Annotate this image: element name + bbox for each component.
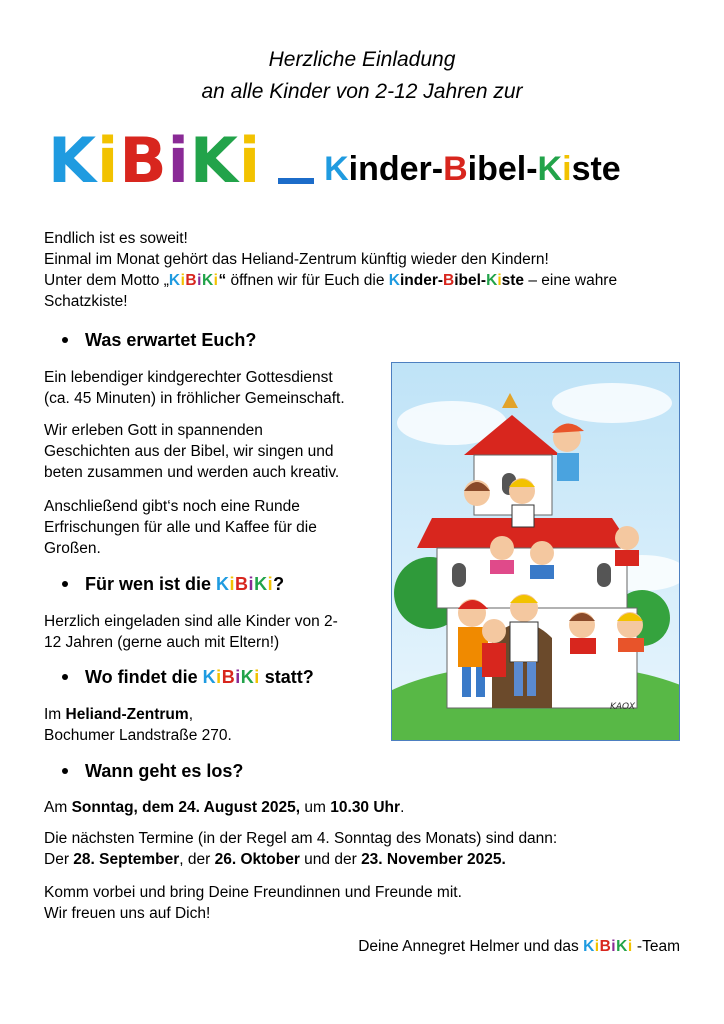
artist-signature: KAOX — [610, 702, 636, 712]
expect-text: Ein lebendiger kindgerechter Gottesdienst — [44, 369, 333, 386]
kinder-bibel-kiste-title — [324, 144, 621, 194]
text-fragment: – eine wahre — [524, 272, 618, 289]
church-children-illustration — [391, 362, 680, 741]
paragraph-line: Schatzkiste! — [44, 293, 128, 310]
bullet-icon — [62, 674, 68, 680]
intro-line-2: an alle Kinder von 2-12 Jahren zur — [201, 80, 523, 103]
subtitle-text: inder- — [348, 150, 444, 188]
intro-line-1: Herzliche Einladung — [268, 48, 456, 71]
expect-text: (ca. 45 Minuten) in fröhlicher Gemeinschaft. — [44, 390, 345, 407]
text-fragment: öffnen wir für Euch die — [226, 272, 389, 289]
next-dates-intro: Die nächsten Termine (in der Regel am 4. Sonntag des Monats) sind dann: — [44, 830, 558, 847]
paragraph-line-motto — [44, 270, 617, 291]
section-heading-where: Wo findet die KiBiKi statt? — [62, 667, 314, 688]
logo-letter: i — [167, 124, 190, 197]
who-text: 12 Jahren (gerne auch mit Eltern!) — [44, 634, 280, 651]
bullet-icon — [62, 581, 68, 587]
next-dates-line: Der 28. September, der 26. Oktober und der 23. November 2025. — [44, 851, 506, 868]
subtitle-letter: K — [324, 150, 349, 188]
kibiki-logo — [48, 124, 688, 198]
kibiki-inline-logo: KiBiKi — [583, 938, 633, 955]
subtitle-text: ibel- — [467, 150, 538, 188]
text-fragment: “ — [218, 272, 227, 289]
logo-letter: K — [48, 124, 98, 197]
who-text: Herzlich eingeladen sind alle Kinder von 2- — [44, 613, 338, 630]
expect-text: Anschließend gibt‘s noch eine Runde — [44, 498, 300, 515]
signature: Deine Annegret Helmer und das KiBiKi -Team — [358, 938, 680, 955]
date-line: Am Sonntag, dem 24. August 2025, um 10.30 Uhr. — [44, 799, 405, 816]
expect-text: Großen. — [44, 540, 101, 557]
paragraph-line: Einmal im Monat gehört das Heliand-Zentrum künftig wieder den Kindern! — [44, 251, 549, 268]
logo-letter: i — [238, 124, 262, 197]
expect-text: Wir erleben Gott in spannenden — [44, 422, 263, 439]
illustration-svg — [392, 363, 679, 740]
kibiki-inline-logo: KiBiKi — [216, 574, 274, 594]
kinder-bibel-kiste-inline: Kinder-Bibel-Kiste — [388, 272, 525, 289]
closing-line: Wir freuen uns auf Dich! — [44, 905, 211, 922]
bullet-icon — [62, 768, 68, 774]
bullet-icon — [62, 337, 68, 343]
kibiki-inline-logo: KiBiKi — [202, 667, 260, 687]
logo-letter: K — [189, 124, 239, 197]
section-heading-who: Für wen ist die KiBiKi? — [62, 574, 284, 595]
section-heading-expect: Was erwartet Euch? — [62, 330, 256, 351]
closing-line: Komm vorbei und bring Deine Freundinnen und Freunde mit. — [44, 884, 462, 901]
paragraph-line: Endlich ist es soweit! — [44, 230, 188, 247]
kibiki-inline-logo: KiBiKi — [168, 272, 219, 289]
logo-letter: B — [119, 124, 168, 197]
logo-dash — [278, 178, 314, 184]
subtitle-letter: K — [537, 150, 563, 188]
section-heading-when: Wann geht es los? — [62, 761, 243, 782]
expect-text: beten zusammen und werden auch kreativ. — [44, 464, 340, 481]
subtitle-letter: i — [562, 150, 572, 188]
address-line-1: Im Heliand-Zentrum, — [44, 706, 193, 723]
expect-text: Geschichten aus der Bibel, wir singen und — [44, 443, 334, 460]
kibiki-wordmark — [48, 124, 262, 197]
expect-text: Erfrischungen für alle und Kaffee für die — [44, 519, 317, 536]
subtitle-letter: B — [443, 150, 468, 188]
subtitle-text: ste — [571, 150, 621, 188]
address-line-2: Bochumer Landstraße 270. — [44, 727, 232, 744]
text-fragment: Unter dem Motto „ — [44, 272, 169, 289]
logo-letter: i — [97, 124, 120, 197]
